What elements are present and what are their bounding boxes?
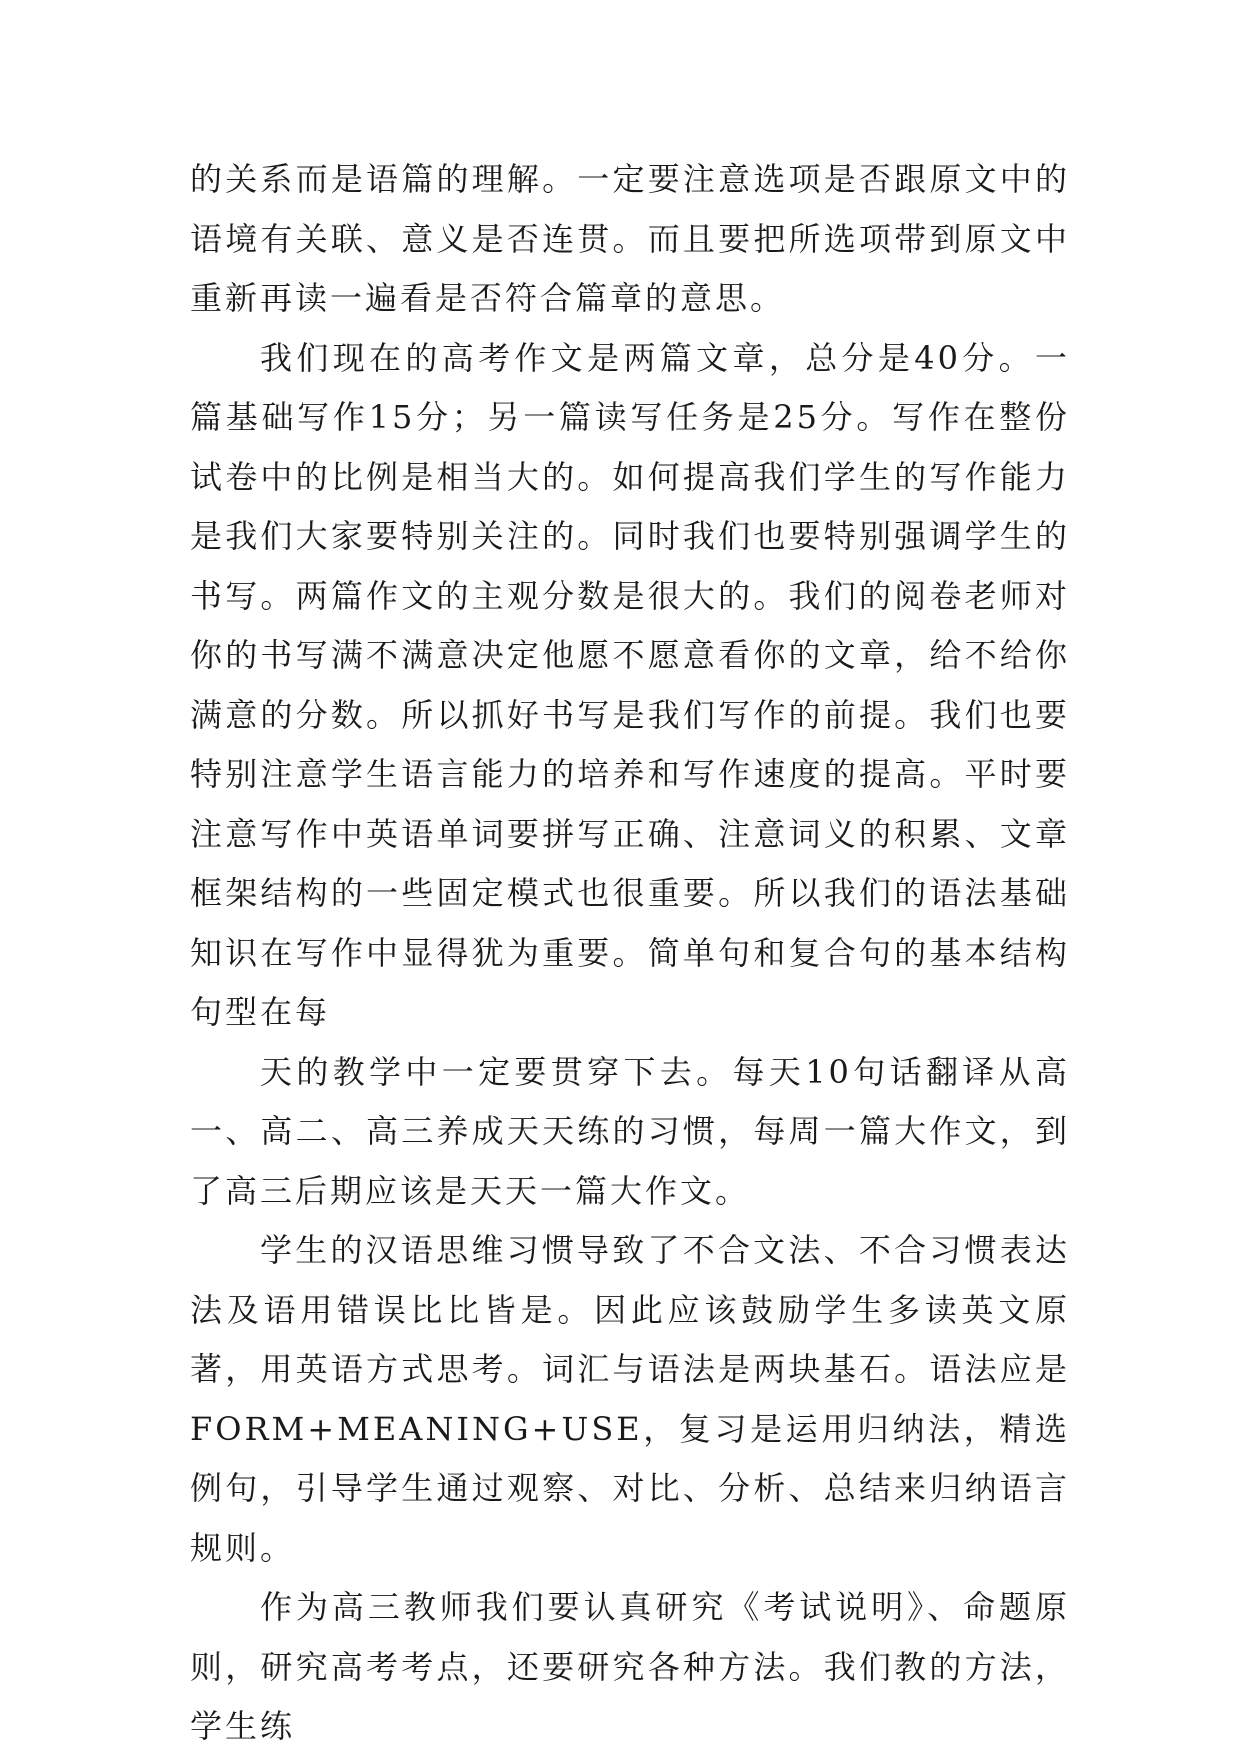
paragraph-5: 作为高三教师我们要认真研究《考试说明》、命题原则，研究高考考点，还要研究各种方法。我们教的方法，学生练 [190,1588,1070,1745]
paragraph-4: 学生的汉语思维习惯导致了不合文法、不合习惯表达法及语用错误比比皆是。因此应该鼓励学生多读英文原著，用英语方式思考。词汇与语法是两块基石。语法应是FORM+MEANING+USE，复习是运用归纳法，精选例句，引导学生通过观察、对比、分析、总结来归纳语言规则。 [190,1231,1070,1567]
body-text [190,150,1070,1757]
paragraph-2: 我们现在的高考作文是两篇文章，总分是40分。一篇基础写作15分；另一篇读写任务是25分。写作在整份试卷中的比例是相当大的。如何提高我们学生的写作能力是我们大家要特别关注的。同时我们也要特别强调学生的书写。两篇作文的主观分数是很大的。我们的阅卷老师对你的书写满不满意决定他愿不愿意看你的文章，给不给你满意的分数。所以抓好书写是我们写作的前提。我们也要特别注意学生语言能力的培养和写作速度的提高。平时要注意写作中英语单词要拼写正确、注意词义的积累、文章框架结构的一些固定模式也很重要。所以我们的语法基础知识在写作中显得犹为重要。简单句和复合句的基本结构句型在每 [190,338,1070,1031]
paragraph-3: 天的教学中一定要贯穿下去。每天10句话翻译从高一、高二、高三养成天天练的习惯，每周一篇大作文，到了高三后期应该是天天一篇大作文。 [190,1052,1070,1210]
paragraph-1: 的关系而是语篇的理解。一定要注意选项是否跟原文中的语境有关联、意义是否连贯。而且要把所选项带到原文中重新再读一遍看是否符合篇章的意思。 [190,160,1070,317]
